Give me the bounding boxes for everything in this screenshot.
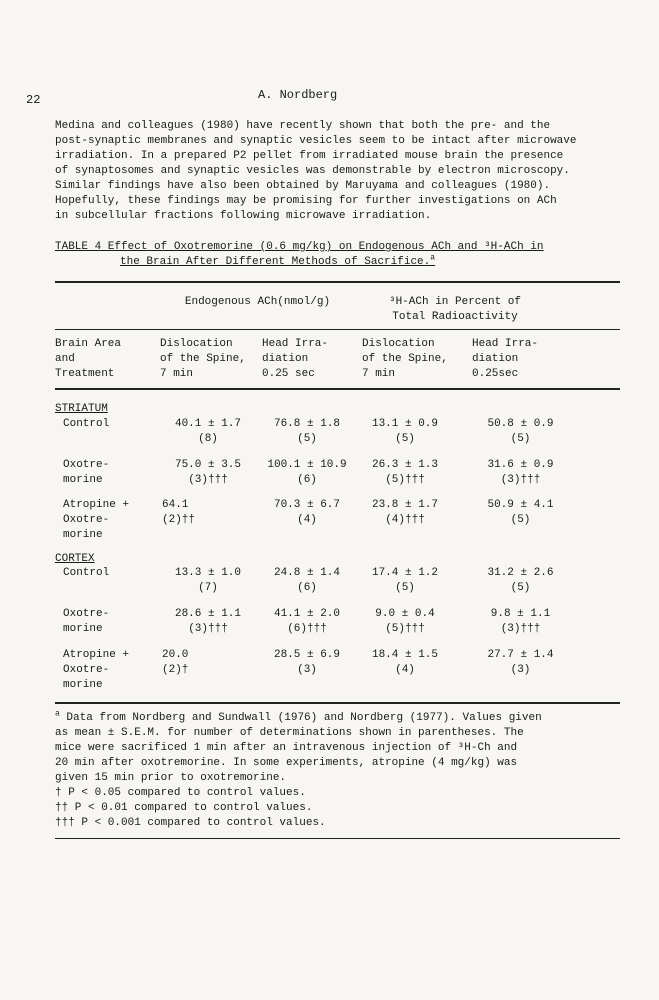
- footnote-p005: † P < 0.05 compared to control values.: [55, 787, 306, 799]
- col-header-radio-irradiation: Head Irra- diation 0.25sec: [472, 338, 539, 380]
- table-top-rule: [55, 281, 620, 283]
- table-caption-line-2: the Brain After Different Methods of Sacrifice.$^a$: [120, 253, 436, 268]
- row-label: Control: [63, 567, 110, 579]
- header-separator-rule: [55, 329, 620, 330]
- table-cell: 40.1 ± 1.7 (8): [174, 418, 241, 445]
- page-number: 22: [26, 93, 41, 107]
- row-label: Atropine + Oxotre- morine: [63, 499, 130, 541]
- table-cell: 9.8 ± 1.1 (3)†††: [490, 608, 551, 635]
- body-paragraph: Medina and colleagues (1980) have recently shown that both the pre- and the post-synaptic membranes and synaptic vesicles seem to be intact after microwave irradiation. In a prepared P2 pellet from irradiated mouse brain the presence of synaptosomes and synaptic vesicles was demonstrable by electron microscopy. Similar findings have also been obtained by Maruyama and colleagues (1980). Hopefully, these findings may be promising for further investigations on ACh in subcellular fractions following microwave irradiation.: [55, 120, 577, 222]
- table-cell: 13.3 ± 1.0 (7): [174, 567, 241, 594]
- table-cell: 23.8 ± 1.7 (4)†††: [371, 499, 438, 526]
- caption-footnote-mark: a: [430, 253, 436, 263]
- row-label: Oxotre- morine: [63, 608, 110, 635]
- table-cell: 27.7 ± 1.4 (3): [487, 649, 554, 676]
- table-cell: 28.6 ± 1.1 (3)†††: [174, 608, 241, 635]
- table-cell: 50.9 ± 4.1 (5): [487, 499, 554, 526]
- table-cell: 28.5 ± 6.9 (3): [273, 649, 340, 676]
- table-caption-line-1: TABLE 4 Effect of Oxotremorine (0.6 mg/kg) on Endogenous ACh and ³H-ACh in: [55, 241, 544, 253]
- table-cell: 20.0 (2)†: [162, 649, 189, 676]
- table-cell: 17.4 ± 1.2 (5): [371, 567, 438, 594]
- footnote-a-text: Data from Nordberg and Sundwall (1976) and Nordberg (1977). Values given as mean ± S.E.M. for number of determinations shown in parentheses. The mice were sacrificed 1 min after an intravenous injection of ³H-Ch and 20 min after oxotremorine. In some experiments, atropine (4 mg/kg) was given 15 min prior to oxotremorine.: [55, 712, 542, 784]
- group-header-radioactivity: ³H-ACh in Percent of Total Radioactivity: [388, 296, 522, 323]
- table-cell: 50.8 ± 0.9 (5): [487, 418, 554, 445]
- row-label: Oxotre- morine: [63, 459, 110, 486]
- table-cell: 75.0 ± 3.5 (3)†††: [174, 459, 241, 486]
- running-head: A. Nordberg: [258, 88, 338, 102]
- col-header-treatment: Brain Area and Treatment: [55, 338, 122, 380]
- col-header-endog-irradiation: Head Irra- diation 0.25 sec: [262, 338, 329, 380]
- table-cell: 76.8 ± 1.8 (5): [273, 418, 340, 445]
- table-cell: 26.3 ± 1.3 (5)†††: [371, 459, 438, 486]
- section-title-striatum: STRIATUM: [55, 403, 108, 415]
- footnote-bottom-rule: [55, 838, 620, 839]
- table-cell: 18.4 ± 1.5 (4): [371, 649, 438, 676]
- footnote-p001: †† P < 0.01 compared to control values.: [55, 802, 313, 814]
- table-cell: 24.8 ± 1.4 (6): [273, 567, 340, 594]
- row-label: Control: [63, 418, 110, 430]
- footnote-p0001: ††† P < 0.001 compared to control values.: [55, 817, 326, 829]
- table-cell: 31.6 ± 0.9 (3)†††: [487, 459, 554, 486]
- section-title-cortex: CORTEX: [55, 553, 95, 565]
- header-bottom-rule: [55, 388, 620, 390]
- table-cell: 31.2 ± 2.6 (5): [487, 567, 554, 594]
- col-header-radio-dislocation: Dislocation of the Spine, 7 min: [362, 338, 448, 380]
- table-cell: 9.0 ± 0.4 (5)†††: [375, 608, 435, 635]
- footnote-a-mark: a: [55, 709, 60, 719]
- table-footnotes: [55, 711, 635, 831]
- table-cell: 41.1 ± 2.0 (6)†††: [273, 608, 340, 635]
- table-cell: 100.1 ± 10.9 (6): [267, 459, 347, 486]
- table-cell: 70.3 ± 6.7 (4): [273, 499, 340, 526]
- table-cell: 13.1 ± 0.9 (5): [371, 418, 438, 445]
- table-cell: 64.1 (2)††: [162, 499, 196, 526]
- col-header-endog-dislocation: Dislocation of the Spine, 7 min: [160, 338, 246, 380]
- row-label: Atropine + Oxotre- morine: [63, 649, 130, 691]
- table-bottom-rule: [55, 702, 620, 704]
- footnote-a: [55, 711, 635, 786]
- group-header-endogenous: Endogenous ACh(nmol/g): [184, 296, 331, 308]
